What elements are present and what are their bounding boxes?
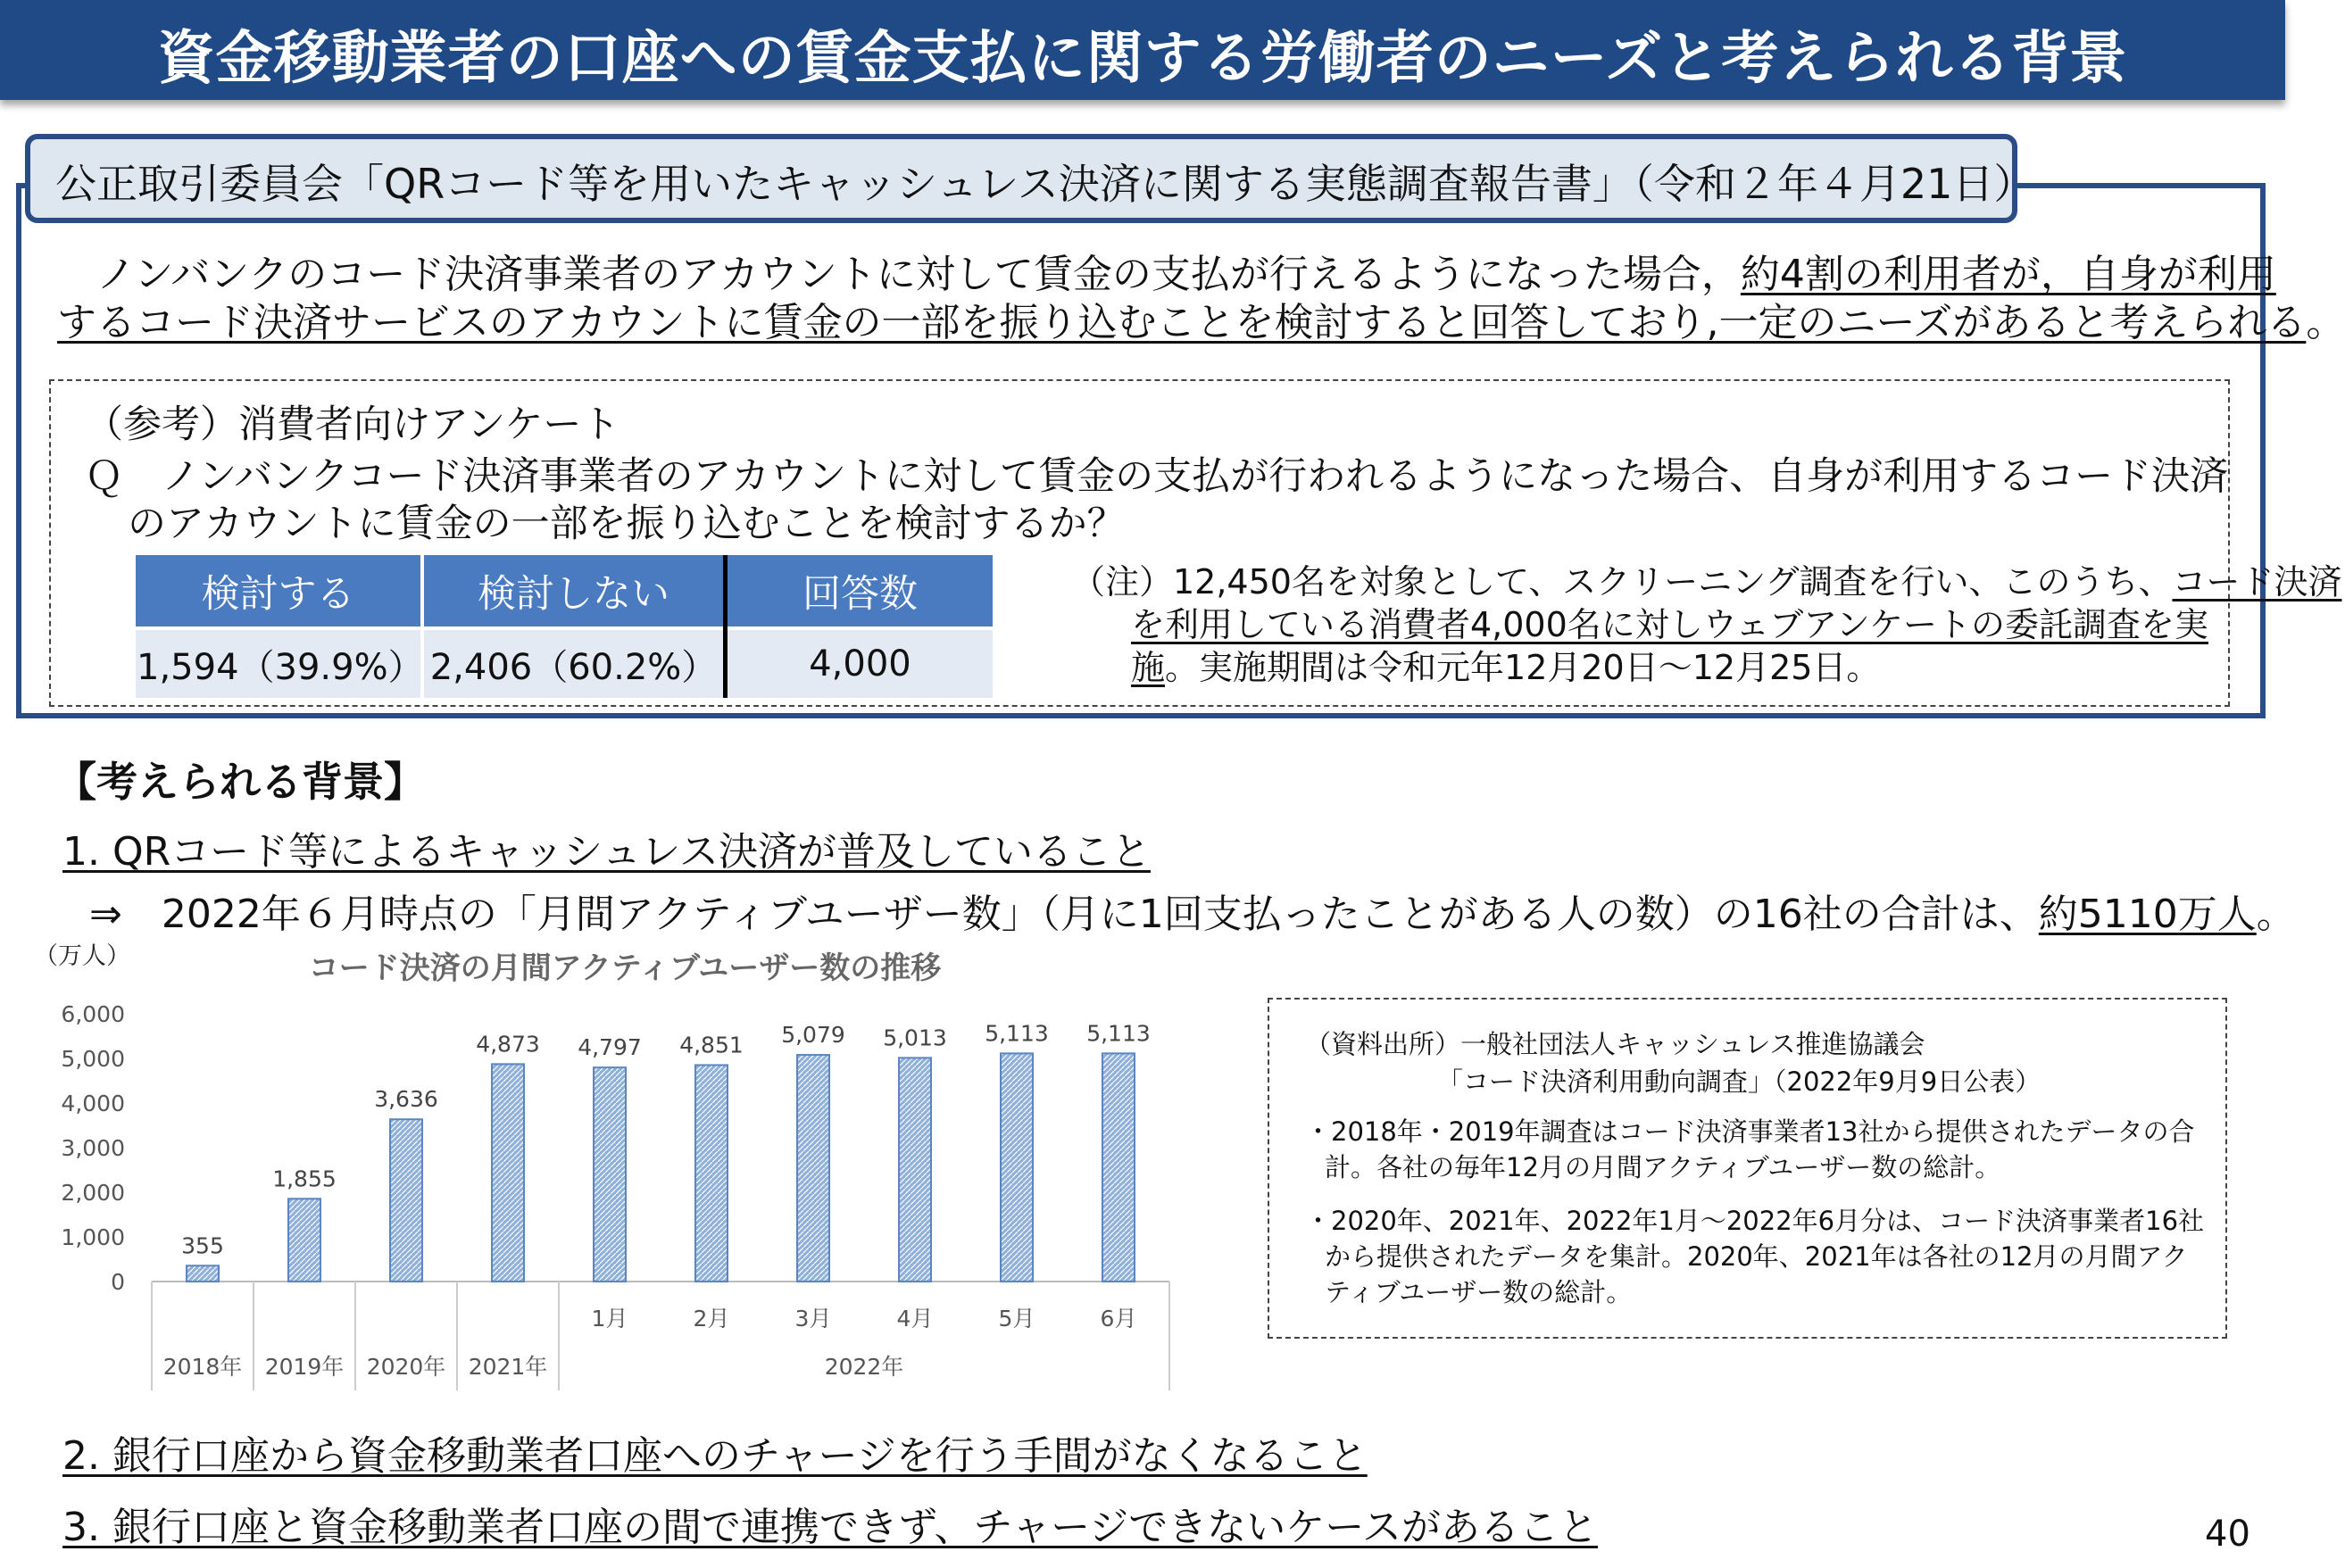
background-item-1-text: 1. QRコード等によるキャッシュレス決済が普及していること <box>62 829 1151 875</box>
x-tick-label: 5月 <box>998 1306 1035 1332</box>
arrow-line-plain: ⇒ 2022年６月時点の「月間アクティブユーザー数」（月に1回支払ったことがある人の数）の16社の合計は、 <box>89 892 2039 937</box>
bar <box>797 1055 829 1282</box>
bar <box>594 1067 626 1282</box>
table-row <box>136 628 993 698</box>
source-bullet2-line3: ティブユーザー数の総計。 <box>1325 1277 1633 1307</box>
arrow-line-underlined: 約5110万人 <box>2038 892 2257 937</box>
x-tick-label: 6月 <box>1100 1306 1137 1332</box>
summary-line-2 <box>57 296 2345 350</box>
page-title: 資金移動業者の口座への賃金支払に関する労働者のニーズと考えられる背景 <box>157 26 2128 92</box>
y-tick-label: 6,000 <box>61 1001 125 1027</box>
data-label: 1,855 <box>272 1166 337 1192</box>
y-tick-label: 4,000 <box>61 1091 125 1116</box>
survey-result-table <box>136 555 993 698</box>
source-bullet2-line1: ・2020年、2021年、2022年1月～2022年6月分は、コード決済事業者16社 <box>1305 1206 2205 1236</box>
data-label: 5,113 <box>985 1020 1049 1047</box>
data-label: 3,636 <box>374 1086 438 1113</box>
data-label: 5,079 <box>781 1022 845 1049</box>
x-tick-label: 2月 <box>693 1306 730 1332</box>
bar <box>492 1064 524 1282</box>
y-tick-label: 0 <box>111 1269 125 1295</box>
x-group-label: 2022年 <box>824 1354 904 1380</box>
data-label: 4,873 <box>476 1031 540 1058</box>
x-tick-label: 1月 <box>591 1306 628 1332</box>
note-line2-underlined: を利用している消費者4,000名に対しウェブアンケートの委託調査を実 <box>1131 605 2208 644</box>
summary-line1-underlined: 約4割の利用者が，自身が利用 <box>1740 252 2276 297</box>
data-label: 4,797 <box>578 1034 642 1061</box>
source-bullet1-line1: ・2018年・2019年調査はコード決済事業者13社から提供されたデータの合 <box>1305 1116 2195 1147</box>
bar <box>1001 1053 1033 1282</box>
data-label: 355 <box>181 1232 224 1259</box>
bar <box>187 1265 219 1282</box>
background-heading: 【考えられる背景】 <box>55 758 425 806</box>
chart-layer <box>34 942 1169 1390</box>
chart-unit-label: （万人） <box>34 942 130 970</box>
note-line3-plain: 。実施期間は令和元年12月20日～12月25日。 <box>1165 648 1881 687</box>
x-group-label: 2019年 <box>264 1354 345 1380</box>
survey-heading: （参考）消費者向けアンケート <box>85 402 620 447</box>
note-line-3 <box>1071 646 2341 689</box>
data-label: 5,013 <box>883 1025 947 1051</box>
y-tick-label: 5,000 <box>61 1046 125 1072</box>
note-line1-plain: （注）12,450名を対象として、スクリーニング調査を行い、このうち、 <box>1071 562 2173 601</box>
note-line-2 <box>1071 603 2341 646</box>
source-line-2: 「コード決済利用動向調査」（2022年9月9日公表） <box>1437 1066 2041 1097</box>
y-tick-label: 2,000 <box>61 1180 125 1206</box>
mau-chart <box>0 937 1196 1401</box>
source-tab-label: 公正取引委員会「QRコード等を用いたキャッシュレス決済に関する実態調査報告書」（令和２年４月21日） <box>55 160 2035 208</box>
summary-line2-underlined: するコード決済サービスのアカウントに賃金の一部を振り込むことを検討すると回答しており,一定のニーズがあると考えられる <box>57 300 2307 345</box>
x-group-label: 2020年 <box>366 1354 446 1380</box>
summary-line2-end: 。 <box>2306 300 2345 345</box>
background-item-2-text: 2. 銀行口座から資金移動業者口座へのチャージを行う手間がなくなること <box>62 1433 1368 1479</box>
source-line-1: （資料出所）一般社団法人キャッシュレス推進協議会 <box>1305 1029 1925 1059</box>
cell-responses: 4,000 <box>726 628 994 698</box>
background-item-2 <box>62 1423 1368 1481</box>
bar <box>695 1065 728 1282</box>
background-item-1 <box>62 819 1151 876</box>
survey-note <box>1071 560 2341 689</box>
x-group-label: 2021年 <box>468 1354 548 1380</box>
page-number: 40 <box>2205 1514 2250 1555</box>
summary-line1-plain: ノンバンクのコード決済事業者のアカウントに対して賃金の支払が行えるようになった場合， <box>57 252 1741 297</box>
x-tick-label: 3月 <box>794 1306 832 1332</box>
cell-not-consider: 2,406（60.2%） <box>422 628 726 698</box>
bar <box>390 1119 422 1282</box>
header-responses: 回答数 <box>726 555 994 628</box>
note-line-1 <box>1071 560 2341 603</box>
data-label: 4,851 <box>679 1032 744 1058</box>
background-item-3 <box>62 1495 1598 1552</box>
source-bullet1-line2: 計。各社の毎年12月の月間アクティブユーザー数の総計。 <box>1325 1152 2001 1182</box>
summary-line-1 <box>57 248 2276 302</box>
survey-question-line1: Ｑ ノンバンクコード決済事業者のアカウントに対して賃金の支払が行われるようになった場合、自身が利用するコード決済 <box>85 454 2229 499</box>
source-bullet2-line2: から提供されたデータを集計。2020年、2021年は各社の12月の月間アク <box>1325 1241 2188 1272</box>
y-tick-label: 3,000 <box>61 1135 125 1161</box>
bar <box>899 1058 931 1282</box>
header-consider: 検討する <box>136 555 422 628</box>
x-tick-label: 4月 <box>896 1306 934 1332</box>
note-line3-underlined: 施 <box>1131 648 1166 687</box>
note-line1-underlined: コード決済 <box>2172 562 2342 601</box>
x-group-label: 2018年 <box>162 1354 243 1380</box>
arrow-line-end: 。 <box>2256 892 2296 937</box>
survey-question-line2: のアカウントに賃金の一部を振り込むことを検討するか？ <box>128 502 1126 546</box>
bar <box>288 1199 320 1282</box>
chart-title: コード決済の月間アクティブユーザー数の推移 <box>308 950 942 986</box>
background-item-3-text: 3. 銀行口座と資金移動業者口座の間で連携できず、チャージできないケースがあること <box>62 1505 1599 1550</box>
background-arrow-line <box>89 882 2296 939</box>
data-label: 5,113 <box>1086 1020 1151 1047</box>
table-header-row <box>136 555 993 628</box>
header-not-consider: 検討しない <box>422 555 726 628</box>
bar <box>1102 1053 1135 1282</box>
cell-consider: 1,594（39.9%） <box>136 628 422 698</box>
y-tick-label: 1,000 <box>61 1224 125 1250</box>
